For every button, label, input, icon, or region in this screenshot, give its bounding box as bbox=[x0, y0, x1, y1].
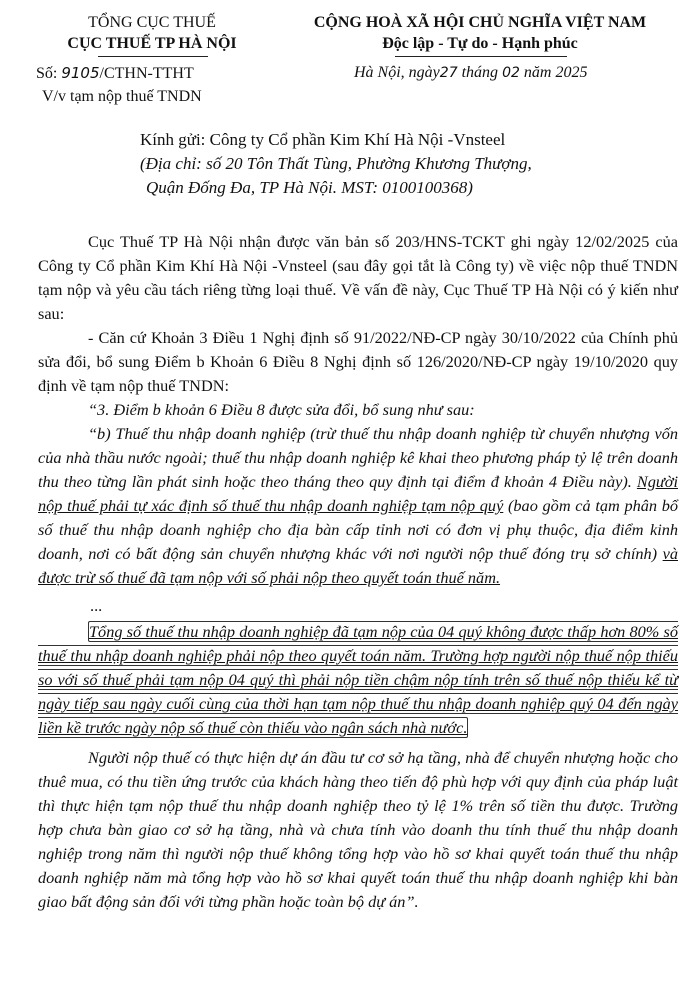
recipient-block bbox=[140, 128, 660, 200]
subject-line: V/v tạm nộp thuế TNDN bbox=[42, 88, 202, 105]
recipient-address: (Địa chỉ: số 20 Tôn Thất Tùng, Phường Khương Thượng, bbox=[140, 154, 532, 173]
national-motto-block bbox=[280, 12, 680, 54]
date-suffix: năm 2025 bbox=[523, 64, 588, 81]
issuer-parent-agency: TỔNG CỤC THUẾ bbox=[88, 14, 216, 31]
quote-b-underlined-2: và được trừ số thuế đã tạm nộp với số phải nộp theo quyết toán thuế năm. bbox=[38, 544, 678, 587]
recipient-address-2: Quận Đống Đa, TP Hà Nội. MST: 0100100368) bbox=[146, 178, 473, 197]
date-day-handwritten: 27 bbox=[439, 65, 458, 81]
issuer-underline bbox=[98, 56, 208, 57]
motto-underline bbox=[395, 56, 567, 57]
quote-b-part2: (bao gồm cả tạm phân bổ số thuế thu nhập doanh nghiệp cho địa bàn cấp tỉnh nơi có đơn vị phụ thuộc, địa điểm kinh doanh, nơi có bất động sản chuyển nhượng khác với nơi người nộp thuế đóng trụ sở chính) bbox=[38, 496, 678, 563]
quote-b-part1: “b) Thuế thu nhập doanh nghiệp (trừ thuế thu nhập doanh nghiệp từ chuyển nhượng vốn của nhà thầu nước ngoài; thuế thu nhập doanh nghiệp kê khai theo phương pháp tỷ lệ trên doanh thu theo từng lần phát sinh hoặc theo tháng theo quy định tại điểm đ khoản 4 Điều này). bbox=[38, 424, 678, 491]
national-title: CỘNG HOÀ XÃ HỘI CHỦ NGHĨA VIỆT NAM bbox=[313, 14, 647, 31]
highlight-box: Tổng số thuế thu nhập doanh nghiệp đã tạm nộp của 04 quý không được thấp hơn 80% số thuế thu nhập doanh nghiệp phải nộp theo quyết toán năm. Trường hợp người nộp thuế nộp thiếu so với số thuế phải tạm nộp 04 quý thì phải nộp tiền chậm nộp tính trên số thuế nộp thiếu kể từ ngày tiếp sau ngày cuối cùng của thời hạn tạm nộp thuế thu nhập doanh nghiệp quý 04 đến ngày liền kề trước ngày nộp số thuế còn thiếu vào ngân sách nhà nước. bbox=[38, 622, 678, 737]
ellipsis: ... bbox=[90, 596, 103, 615]
date-mid: tháng bbox=[461, 64, 499, 81]
ref-prefix: Số: bbox=[36, 65, 58, 82]
quote-b-underlined: Người nộp thuế phải tự xác định số thuế thu nhập doanh nghiệp tạm nộp quý bbox=[38, 472, 678, 515]
place-date bbox=[354, 64, 587, 82]
recipient-line: Kính gửi: Công ty Cổ phần Kim Khí Hà Nội -Vnsteel bbox=[140, 130, 506, 149]
issuer-block bbox=[32, 12, 272, 54]
national-motto: Độc lập - Tự do - Hạnh phúc bbox=[382, 35, 578, 52]
issuer-agency: CỤC THUẾ TP HÀ NỘI bbox=[67, 35, 237, 52]
paragraph-quote-heading: “3. Điểm b khoản 6 Điều 8 được sửa đổi, bổ sung như sau: bbox=[88, 400, 475, 419]
letter-body bbox=[38, 230, 678, 914]
ref-suffix: /CTHN-TTHT bbox=[99, 65, 194, 82]
paragraph-quote-b bbox=[38, 422, 678, 590]
paragraph-highlighted-80-percent bbox=[38, 620, 678, 740]
date-month-handwritten: 02 bbox=[502, 65, 520, 81]
paragraph-legal-basis: - Căn cứ Khoản 3 Điều 1 Nghị định số 91/2022/NĐ-CP ngày 30/10/2022 của Chính phủ sửa đổi, bổ sung Điểm b Khoản 6 Điều 8 Nghị định số 126/2020/NĐ-CP ngày 19/10/2020 quy định về tạm nộp thuế TNDN: bbox=[38, 328, 678, 395]
date-prefix: Hà Nội, ngày bbox=[354, 64, 440, 81]
paragraph-intro: Cục Thuế TP Hà Nội nhận được văn bản số 203/HNS-TCKT ghi ngày 12/02/2025 của Công ty Cổ phần Kim Khí Hà Nội -Vnsteel (sau đây gọi tắt là Công ty) về việc nộp thuế TNDN tạm nộp và yêu cầu tách riêng từng loại thuế. Về vấn đề này, Cục Thuế TP Hà Nội có ý kiến như sau: bbox=[38, 232, 678, 323]
reference-number bbox=[36, 64, 194, 83]
paragraph-infrastructure: Người nộp thuế có thực hiện dự án đầu tư cơ sở hạ tầng, nhà để chuyển nhượng hoặc cho thuê mua, có thu tiền ứng trước của khách hàng theo tiến độ phù hợp với quy định của pháp luật thì thực hiện tạm nộp thuế thu nhập doanh nghiệp theo tỷ lệ 1% trên số tiền thu được. Trường hợp chưa bàn giao cơ sở hạ tầng, nhà và chưa tính vào doanh thu tính thuế thu nhập doanh nghiệp trong năm thì người nộp thuế không tổng hợp vào hồ sơ khai quyết toán thuế thu nhập doanh nghiệp năm mà tổng hợp vào hồ sơ khai quyết toán thuế thu nhập doanh nghiệp khi bàn giao bất động sản đối với từng phần hoặc toàn bộ dự án”. bbox=[38, 748, 678, 911]
ref-number-handwritten: 9105 bbox=[61, 64, 100, 82]
